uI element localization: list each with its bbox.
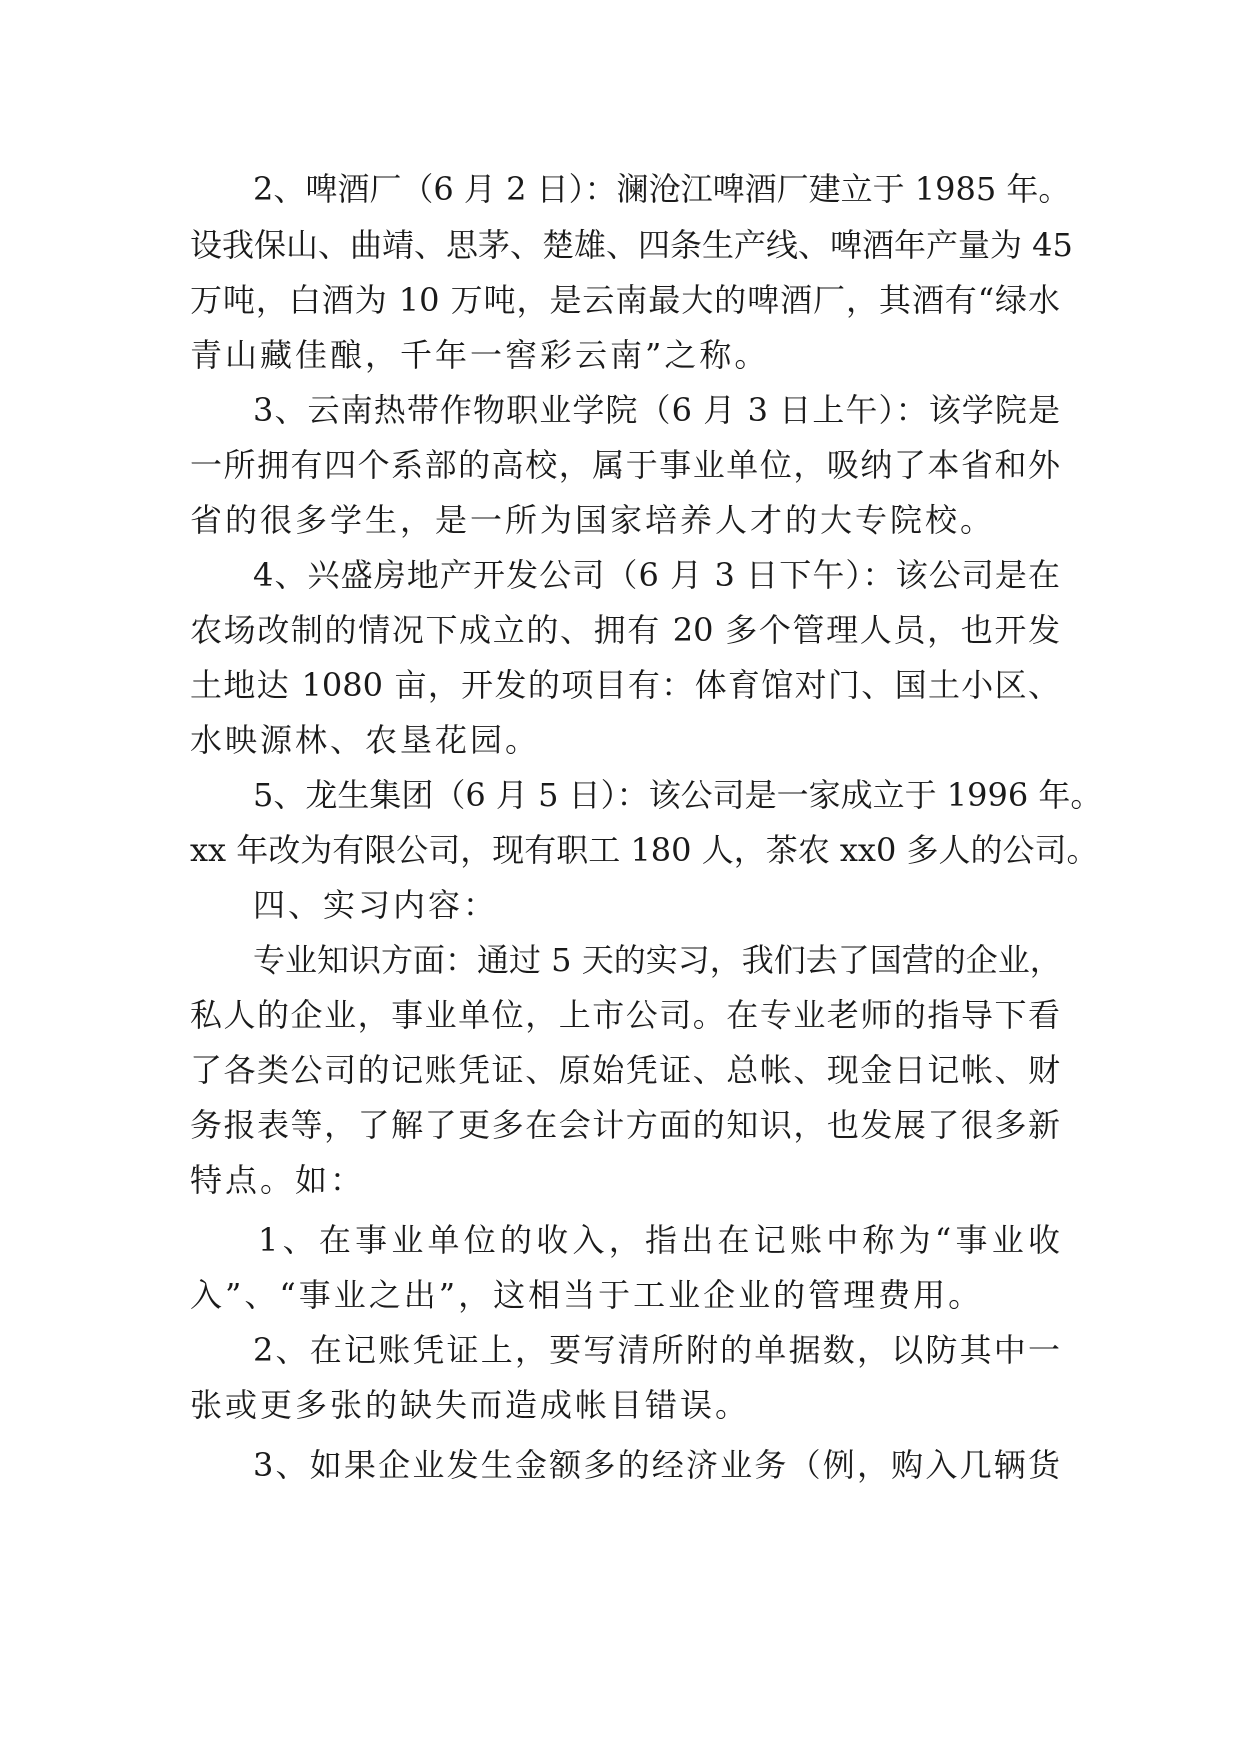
text-line: 务报表等，了解了更多在会计方面的知识，也发展了很多新 — [190, 1106, 1060, 1144]
text-line: 私人的企业，事业单位，上市公司。在专业老师的指导下看 — [190, 996, 1060, 1034]
text-line: 专业知识方面：通过 5 天的实习，我们去了国营的企业， — [253, 941, 1062, 979]
text-line: 设我保山、曲靖、思茅、楚雄、四条生产线、啤酒年产量为 45 — [190, 226, 1073, 264]
text-line: 了各类公司的记账凭证、原始凭证、总帐、现金日记帐、财 — [190, 1051, 1060, 1089]
text-line: 张或更多张的缺失而造成帐目错误。 — [190, 1386, 751, 1424]
text-line: 青山藏佳酿，千年一窖彩云南”之称。 — [190, 336, 770, 374]
text-line: 入”、“事业之出”，这相当于工业企业的管理费用。 — [190, 1276, 984, 1314]
text-line: 1、在事业单位的收入，指出在记账中称为“事业收 — [258, 1221, 1060, 1259]
text-line: 土地达 1080 亩，开发的项目有：体育馆对门、国土小区、 — [190, 666, 1060, 704]
text-line: 3、云南热带作物职业学院（6 月 3 日上午）：该学院是 — [253, 391, 1060, 429]
text-line: xx 年改为有限公司，现有职工 180 人，茶农 xx0 多人的公司。 — [190, 831, 1099, 869]
text-line: 3、如果企业发生金额多的经济业务（例，购入几辆货 — [253, 1446, 1060, 1484]
text-line: 省的很多学生，是一所为国家培养人才的大专院校。 — [190, 501, 996, 539]
text-line: 一所拥有四个系部的高校，属于事业单位，吸纳了本省和外 — [190, 446, 1060, 484]
text-line: 农场改制的情况下成立的、拥有 20 多个管理人员，也开发 — [190, 611, 1060, 649]
section-heading: 四、实习内容： — [253, 886, 499, 924]
text-line: 4、兴盛房地产开发公司（6 月 3 日下午）：该公司是在 — [253, 556, 1060, 594]
text-line: 水映源林、农垦花园。 — [190, 721, 541, 759]
text-line: 2、在记账凭证上，要写清所附的单据数，以防其中一 — [253, 1331, 1060, 1369]
text-line: 2、啤酒厂（6 月 2 日）：澜沧江啤酒厂建立于 1985 年。 — [253, 170, 1071, 208]
text-line: 特点。如： — [190, 1161, 366, 1199]
text-line: 万吨，白酒为 10 万吨，是云南最大的啤酒厂，其酒有“绿水 — [190, 281, 1060, 319]
text-line: 5、龙生集团（6 月 5 日）：该公司是一家成立于 1996 年。 — [253, 776, 1103, 814]
